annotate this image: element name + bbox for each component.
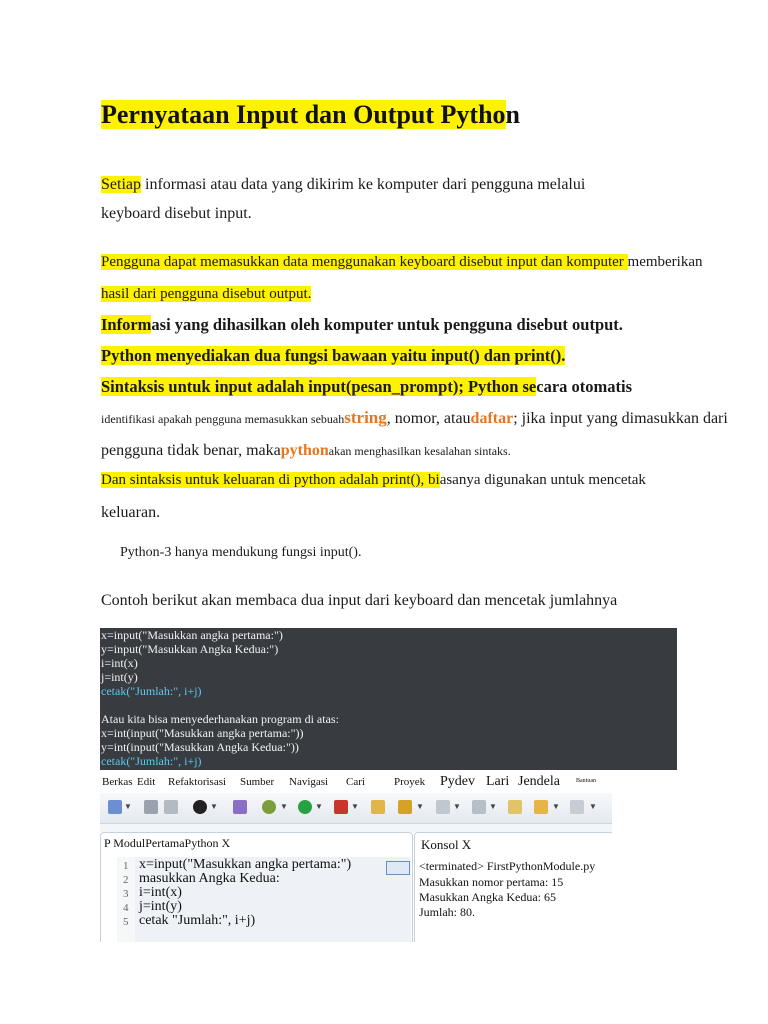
dropdown-arrow-icon[interactable]: ▼ — [351, 802, 359, 811]
line-number: 5 — [123, 916, 129, 928]
paragraph-3-line-2 — [101, 439, 511, 463]
code-line: j=int(y) — [101, 670, 138, 684]
menu-proyek[interactable]: Proyek — [394, 776, 426, 788]
bold-line-2 — [101, 345, 565, 367]
editor-tab[interactable]: P ModulPertamaPython X — [104, 836, 231, 850]
para3-python-keyword: python — [280, 442, 329, 459]
paragraph-3-line-1 — [101, 406, 728, 431]
run-external-icon[interactable] — [334, 800, 348, 814]
code-line: y=int(input("Masukkan Angka Kedua:")) — [101, 740, 299, 754]
dropdown-arrow-icon[interactable]: ▼ — [589, 802, 597, 811]
bold-line-3 — [101, 376, 632, 398]
run-icon[interactable] — [298, 800, 312, 814]
bullet-item — [120, 543, 361, 563]
code-line: Atau kita bisa menyederhanakan program di atas: — [101, 712, 339, 726]
paragraph-1-line-1 — [101, 174, 585, 196]
console-line: Masukkan nomor pertama: 15 — [419, 875, 564, 889]
editor-code-line: x=input("Masukkan angka pertama:") — [139, 857, 352, 872]
editor-code-line: j=int(y) — [139, 899, 182, 914]
code-line: cetak("Jumlah:", i+j) — [101, 754, 202, 768]
python-icon[interactable] — [233, 800, 247, 814]
para3-daftar-keyword: daftar — [470, 410, 514, 427]
code-line: cetak("Jumlah:", i+j) — [101, 684, 202, 698]
ide-toolbar — [100, 793, 612, 824]
editor-area[interactable] — [117, 857, 411, 942]
ide-menu-bar — [100, 774, 612, 792]
console-tab[interactable]: Konsol X — [421, 837, 472, 852]
ide-screenshot — [100, 772, 612, 942]
dropdown-arrow-icon[interactable]: ▼ — [416, 802, 424, 811]
title-highlighted: Pernyataan Input dan Output Pytho — [101, 100, 506, 129]
bug-icon[interactable] — [262, 800, 276, 814]
menu-navigasi[interactable]: Navigasi — [289, 776, 329, 788]
menu-edit[interactable]: Edit — [137, 776, 156, 788]
paragraph-2-line-2 — [101, 283, 311, 305]
paragraph-1-line-2: keyboard disebut input. — [101, 205, 252, 222]
editor-pane — [100, 832, 413, 942]
code-block — [100, 628, 677, 770]
page-title — [101, 98, 520, 132]
dropdown-arrow-icon[interactable]: ▼ — [315, 802, 323, 811]
menu-cari[interactable]: Cari — [346, 776, 365, 788]
bold3-rest: cara otomatis — [536, 377, 633, 396]
menu-bantuan[interactable]: Bantuan — [576, 778, 596, 784]
new-icon[interactable] — [108, 800, 122, 814]
dropdown-arrow-icon[interactable]: ▼ — [552, 802, 560, 811]
editor-code-line: masukkan Angka Kedua: — [139, 871, 280, 886]
bold-line-1 — [101, 314, 623, 336]
paragraph-4-line-2: keluaran. — [101, 504, 161, 521]
line-number: 2 — [123, 874, 129, 886]
para3-text-e: akan menghasilkan kesalahan sintaks. — [328, 444, 511, 458]
para3-text-d: pengguna tidak benar, maka — [101, 442, 281, 459]
next-annotation-icon[interactable] — [436, 800, 450, 814]
back-icon[interactable] — [534, 800, 548, 814]
save-icon[interactable] — [144, 800, 158, 814]
menu-sumber[interactable]: Sumber — [240, 776, 275, 788]
menu-pydev[interactable]: Pydev — [440, 774, 475, 789]
paragraph-2-line-1 — [101, 251, 703, 273]
menu-lari[interactable]: Lari — [486, 774, 510, 789]
para3-text-a: identifikasi apakah pengguna memasukkan sebuah — [101, 412, 345, 426]
menu-jendela[interactable]: Jendela — [518, 774, 560, 789]
console-pane — [414, 832, 612, 942]
line-number-gutter — [117, 857, 135, 942]
overview-ruler-marker[interactable] — [386, 861, 410, 875]
para1-rest: informasi atau data yang dikirim ke komputer dari pengguna melalui — [141, 176, 586, 193]
para3-text-c: ; jika input yang dimasukkan dari — [513, 410, 728, 427]
code-line-blank — [100, 698, 677, 712]
para2-rest: memberikan — [627, 254, 703, 270]
bold1-highlight: Inform — [101, 315, 152, 334]
console-line: Jumlah: 80. — [419, 905, 475, 919]
bold1-rest: asi yang dihasilkan oleh komputer untuk pengguna disebut output. — [151, 315, 623, 334]
console-line: Masukkan Angka Kedua: 65 — [419, 890, 556, 904]
paragraph-4-line-1 — [101, 469, 646, 491]
line-number: 1 — [123, 860, 129, 872]
para2-highlight: Pengguna dapat memasukkan data menggunakan keyboard disebut input dan komputer — [101, 254, 628, 270]
editor-code-line: cetak "Jumlah:", i+j) — [139, 913, 256, 928]
last-edit-icon[interactable] — [508, 800, 522, 814]
code-line: x=int(input("Masukkan angka pertama:")) — [101, 726, 304, 740]
save-all-icon[interactable] — [164, 800, 178, 814]
console-line: <terminated> FirstPythonModule.py — [419, 859, 596, 873]
prev-annotation-icon[interactable] — [472, 800, 486, 814]
title-rest: n — [505, 100, 521, 129]
dropdown-arrow-icon[interactable]: ▼ — [210, 802, 218, 811]
debug-icon[interactable] — [193, 800, 207, 814]
editor-code-line: i=int(x) — [139, 885, 182, 900]
code-line: x=input("Masukkan angka pertama:") — [101, 628, 283, 642]
para4-rest: asanya digunakan untuk mencetak — [439, 472, 646, 488]
example-intro: Contoh berikut akan membaca dua input dari keyboard dan mencetak jumlahnya — [101, 592, 618, 609]
line-number: 3 — [123, 888, 129, 900]
bullet-text: Python-3 hanya mendukung fungsi input(). — [120, 545, 362, 560]
bold3-highlight: Sintaksis untuk input adalah input(pesan_prompt); Python se — [101, 377, 537, 396]
dropdown-arrow-icon[interactable]: ▼ — [453, 802, 461, 811]
code-line: y=input("Masukkan Angka Kedua:") — [101, 642, 279, 656]
open-folder-icon[interactable] — [371, 800, 385, 814]
menu-refaktorisasi[interactable]: Refaktorisasi — [168, 776, 227, 788]
para2-line2-highlight: hasil dari pengguna disebut output. — [101, 286, 312, 302]
menu-berkas[interactable]: Berkas — [102, 776, 133, 788]
code-line: i=int(x) — [101, 656, 138, 670]
para3-text-b: , nomor, atau — [386, 410, 471, 427]
para1-highlight: Setiap — [101, 176, 141, 193]
wand-icon[interactable] — [398, 800, 412, 814]
line-number: 4 — [123, 902, 129, 914]
bold2-highlight: Python menyediakan dua fungsi bawaan yaitu input() dan print(). — [101, 346, 566, 365]
forward-icon[interactable] — [570, 800, 584, 814]
para3-string-keyword: string — [344, 408, 387, 427]
para4-highlight: Dan sintaksis untuk keluaran di python adalah print(), bi — [101, 472, 440, 488]
ide-separator — [100, 824, 612, 832]
dropdown-arrow-icon[interactable]: ▼ — [124, 802, 132, 811]
dropdown-arrow-icon[interactable]: ▼ — [280, 802, 288, 811]
dropdown-arrow-icon[interactable]: ▼ — [489, 802, 497, 811]
